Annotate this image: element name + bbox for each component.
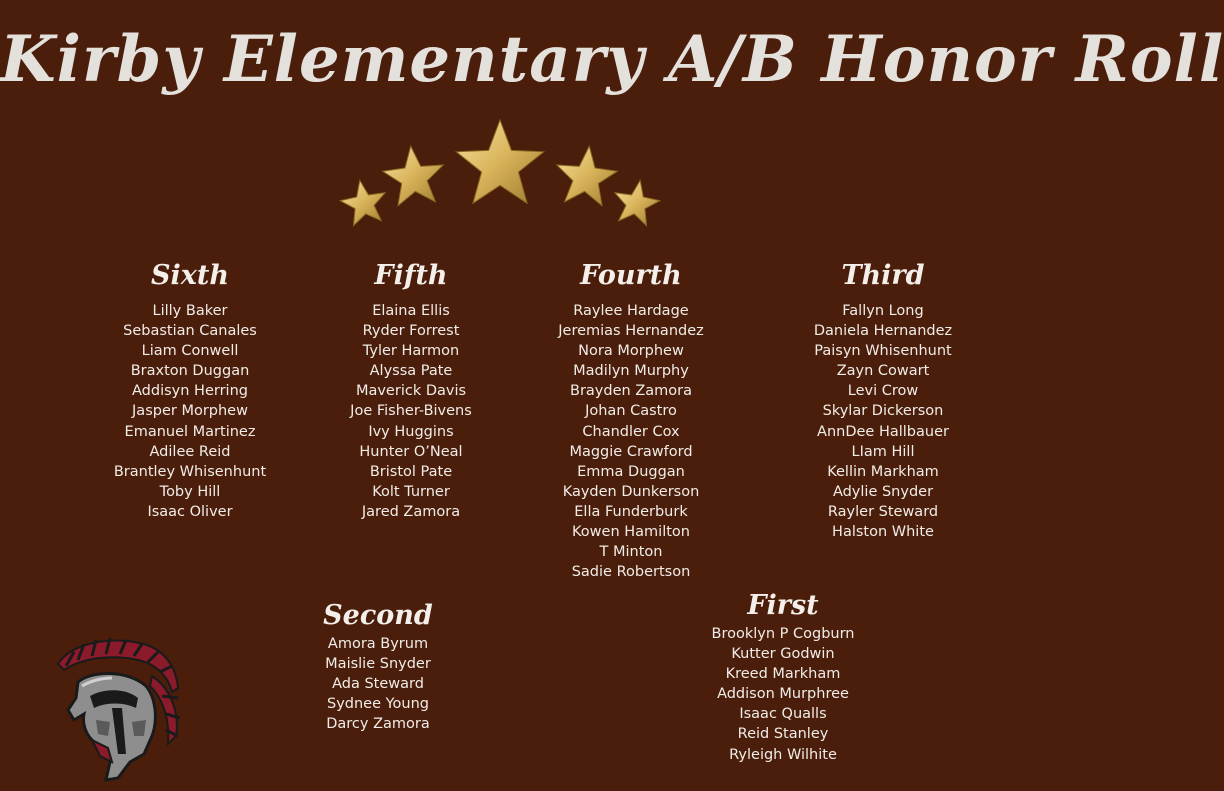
student-name: Sadie Robertson [571,564,691,581]
student-name: Bristol Pate [369,463,453,480]
grade-column-fourth [531,258,731,582]
grade-heading-first: First [747,590,819,621]
grade-column-fifth [311,258,511,522]
grade-column-third [783,258,983,542]
student-name: Madilyn Murphy [573,363,689,380]
student-name: Jared Zamora [361,503,461,520]
student-name: Isaac Qualls [739,706,827,723]
student-name: Halston White [832,524,934,541]
grade-heading-third: Third [841,260,925,291]
grade-heading-fourth: Fourth [580,260,682,291]
student-name: Kellin Markham [827,463,939,480]
student-name: Braxton Duggan [130,363,250,380]
student-name: Elaina Ellis [372,303,450,319]
name-list-third [783,301,983,542]
student-name: Daniela Hernandez [813,323,953,340]
grade-column-sixth [90,258,290,522]
student-name: Ryder Forrest [362,323,460,340]
student-name: Raylee Hardage [573,303,689,319]
student-name: Maverick Davis [355,383,467,400]
student-name: Adylie Snyder [832,483,934,500]
student-name: Johan Castro [585,403,677,420]
student-name: Adilee Reid [149,443,231,460]
student-name: Jeremias Hernandez [558,323,704,340]
student-name: Brooklyn P Cogburn [711,626,855,642]
grade-heading-sixth: Sixth [151,260,229,291]
student-name: Addisyn Herring [132,383,248,400]
student-name: Maggie Crawford [569,443,693,460]
student-name: Nora Morphew [578,343,684,360]
student-name: Liam Conwell [141,343,239,360]
student-name: Reid Stanley [737,726,829,743]
star-icon [340,180,385,225]
student-name: T Minton [599,544,663,561]
student-name: Lilly Baker [152,303,228,319]
student-name: Emanuel Martinez [124,423,256,440]
stars-icon [330,118,670,233]
student-name: Skylar Dickerson [822,403,944,420]
student-name: AnnDee Hallbauer [817,423,949,440]
student-name: Amora Byrum [327,636,429,652]
student-name: Kreed Markham [725,666,841,683]
student-name: Toby Hill [159,483,221,500]
student-name: Ryleigh Wilhite [729,746,837,763]
star-icon [383,146,444,206]
student-name: Kolt Turner [372,483,450,500]
name-list-first [683,624,883,765]
student-name: Ada Steward [332,676,424,693]
student-name: Fallyn Long [842,303,924,319]
student-name: Jasper Morphew [132,403,248,420]
student-name: Brayden Zamora [570,383,692,400]
student-name: Darcy Zamora [326,716,430,733]
student-name: Brantley Whisenhunt [113,463,267,480]
student-name: Alyssa Pate [369,363,453,380]
grade-column-first [683,588,883,765]
grade-heading-fifth: Fifth [374,260,448,291]
student-name: Kayden Dunkerson [562,483,700,500]
student-name: Paisyn Whisenhunt [814,343,952,360]
student-name: Addison Murphree [717,686,849,703]
student-name: Sebastian Canales [123,323,257,340]
star-icon [557,146,618,206]
student-name: Tyler Harmon [362,343,460,360]
student-name: Zayn Cowart [836,363,930,380]
student-name: Hunter O’Neal [359,443,463,460]
name-list-second [278,634,478,734]
name-list-fifth [311,301,511,522]
student-name: Chandler Cox [582,423,680,440]
grade-heading-second: Second [323,600,433,631]
student-name: Emma Duggan [577,463,685,480]
spartan-helmet-logo-icon [52,636,182,784]
name-list-fourth [531,301,731,582]
student-name: Sydnee Young [326,696,430,713]
student-name: Levi Crow [847,383,919,400]
student-name: Ivy Huggins [368,423,454,440]
student-name: Joe Fisher-Bivens [350,403,472,420]
student-name: Isaac Oliver [147,503,233,520]
page-title: Kirby Elementary A/B Honor Roll [0,22,1224,97]
student-name: Kutter Godwin [731,646,835,663]
star-icon [615,180,660,225]
student-name: Maislie Snyder [325,656,431,673]
name-list-sixth [90,301,290,522]
star-icon [456,120,543,203]
student-name: Rayler Steward [827,503,939,520]
student-name: Ella Funderburk [574,503,688,520]
student-name: LIam Hill [851,443,915,460]
grade-column-second [278,598,478,734]
student-name: Kowen Hamilton [572,524,690,541]
